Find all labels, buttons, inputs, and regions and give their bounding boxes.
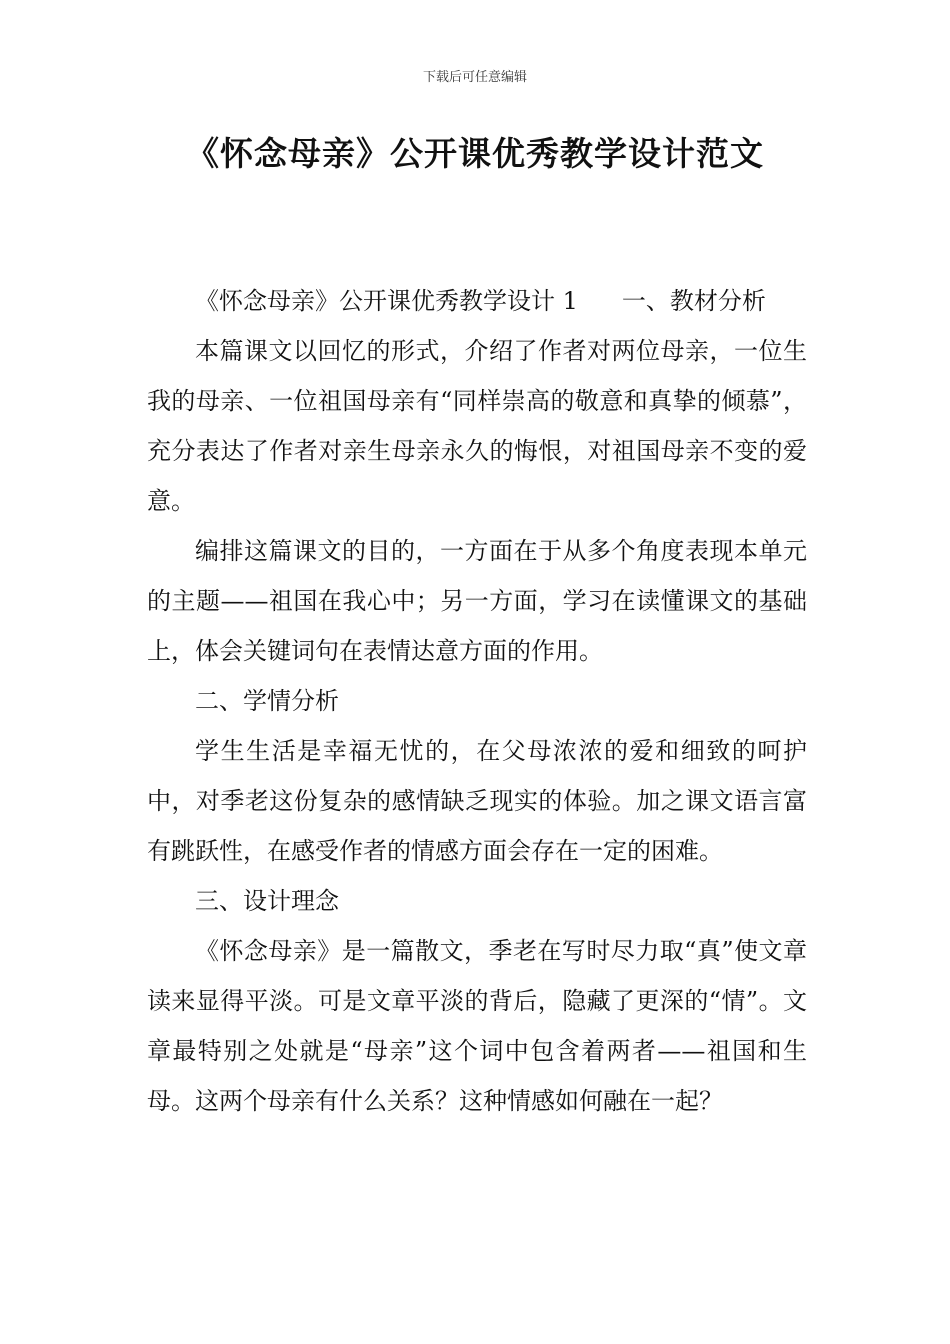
document-body (147, 276, 807, 1126)
paragraph-student-analysis: 学生生活是幸福无忧的，在父母浓浓的爱和细致的呵护中，对季老这份复杂的感情缺乏现实的体验。加之课文语言富有跳跃性，在感受作者的情感方面会存在一定的困难。 (147, 737, 807, 865)
header-note: 下载后可任意编辑 (422, 70, 527, 85)
paragraph-design-concept: 《怀念母亲》是一篇散文，季老在写时尽力取“真”使文章读来显得平淡。可是文章平淡的背后，隐藏了更深的“情”。文章最特别之处就是“母亲”这个词中包含着两者——祖国和生母。这两个母亲有什么关系？这种情感如何融在一起？ (147, 937, 807, 1115)
section-heading-student: 二、学情分析 (195, 687, 339, 715)
section-heading-analysis: 一、教材分析 (621, 287, 766, 315)
lesson-subtitle: 《怀念母亲》公开课优秀教学设计 1 (195, 287, 578, 315)
subtitle-line (147, 276, 807, 326)
document-title: 《怀念母亲》公开课优秀教学设计范文 (186, 134, 764, 173)
paragraph-textbook-analysis: 本篇课文以回忆的形式，介绍了作者对两位母亲，一位生我的母亲、一位祖国母亲有“同样崇高的敬意和真挚的倾慕”，充分表达了作者对亲生母亲永久的悔恨，对祖国母亲不变的爱意。 (147, 337, 807, 515)
section-heading-concept: 三、设计理念 (195, 887, 339, 915)
paragraph-purpose: 编排这篇课文的目的，一方面在于从多个角度表现本单元的主题——祖国在我心中；另一方面，学习在读懂课文的基础上，体会关键词句在表情达意方面的作用。 (147, 537, 807, 665)
